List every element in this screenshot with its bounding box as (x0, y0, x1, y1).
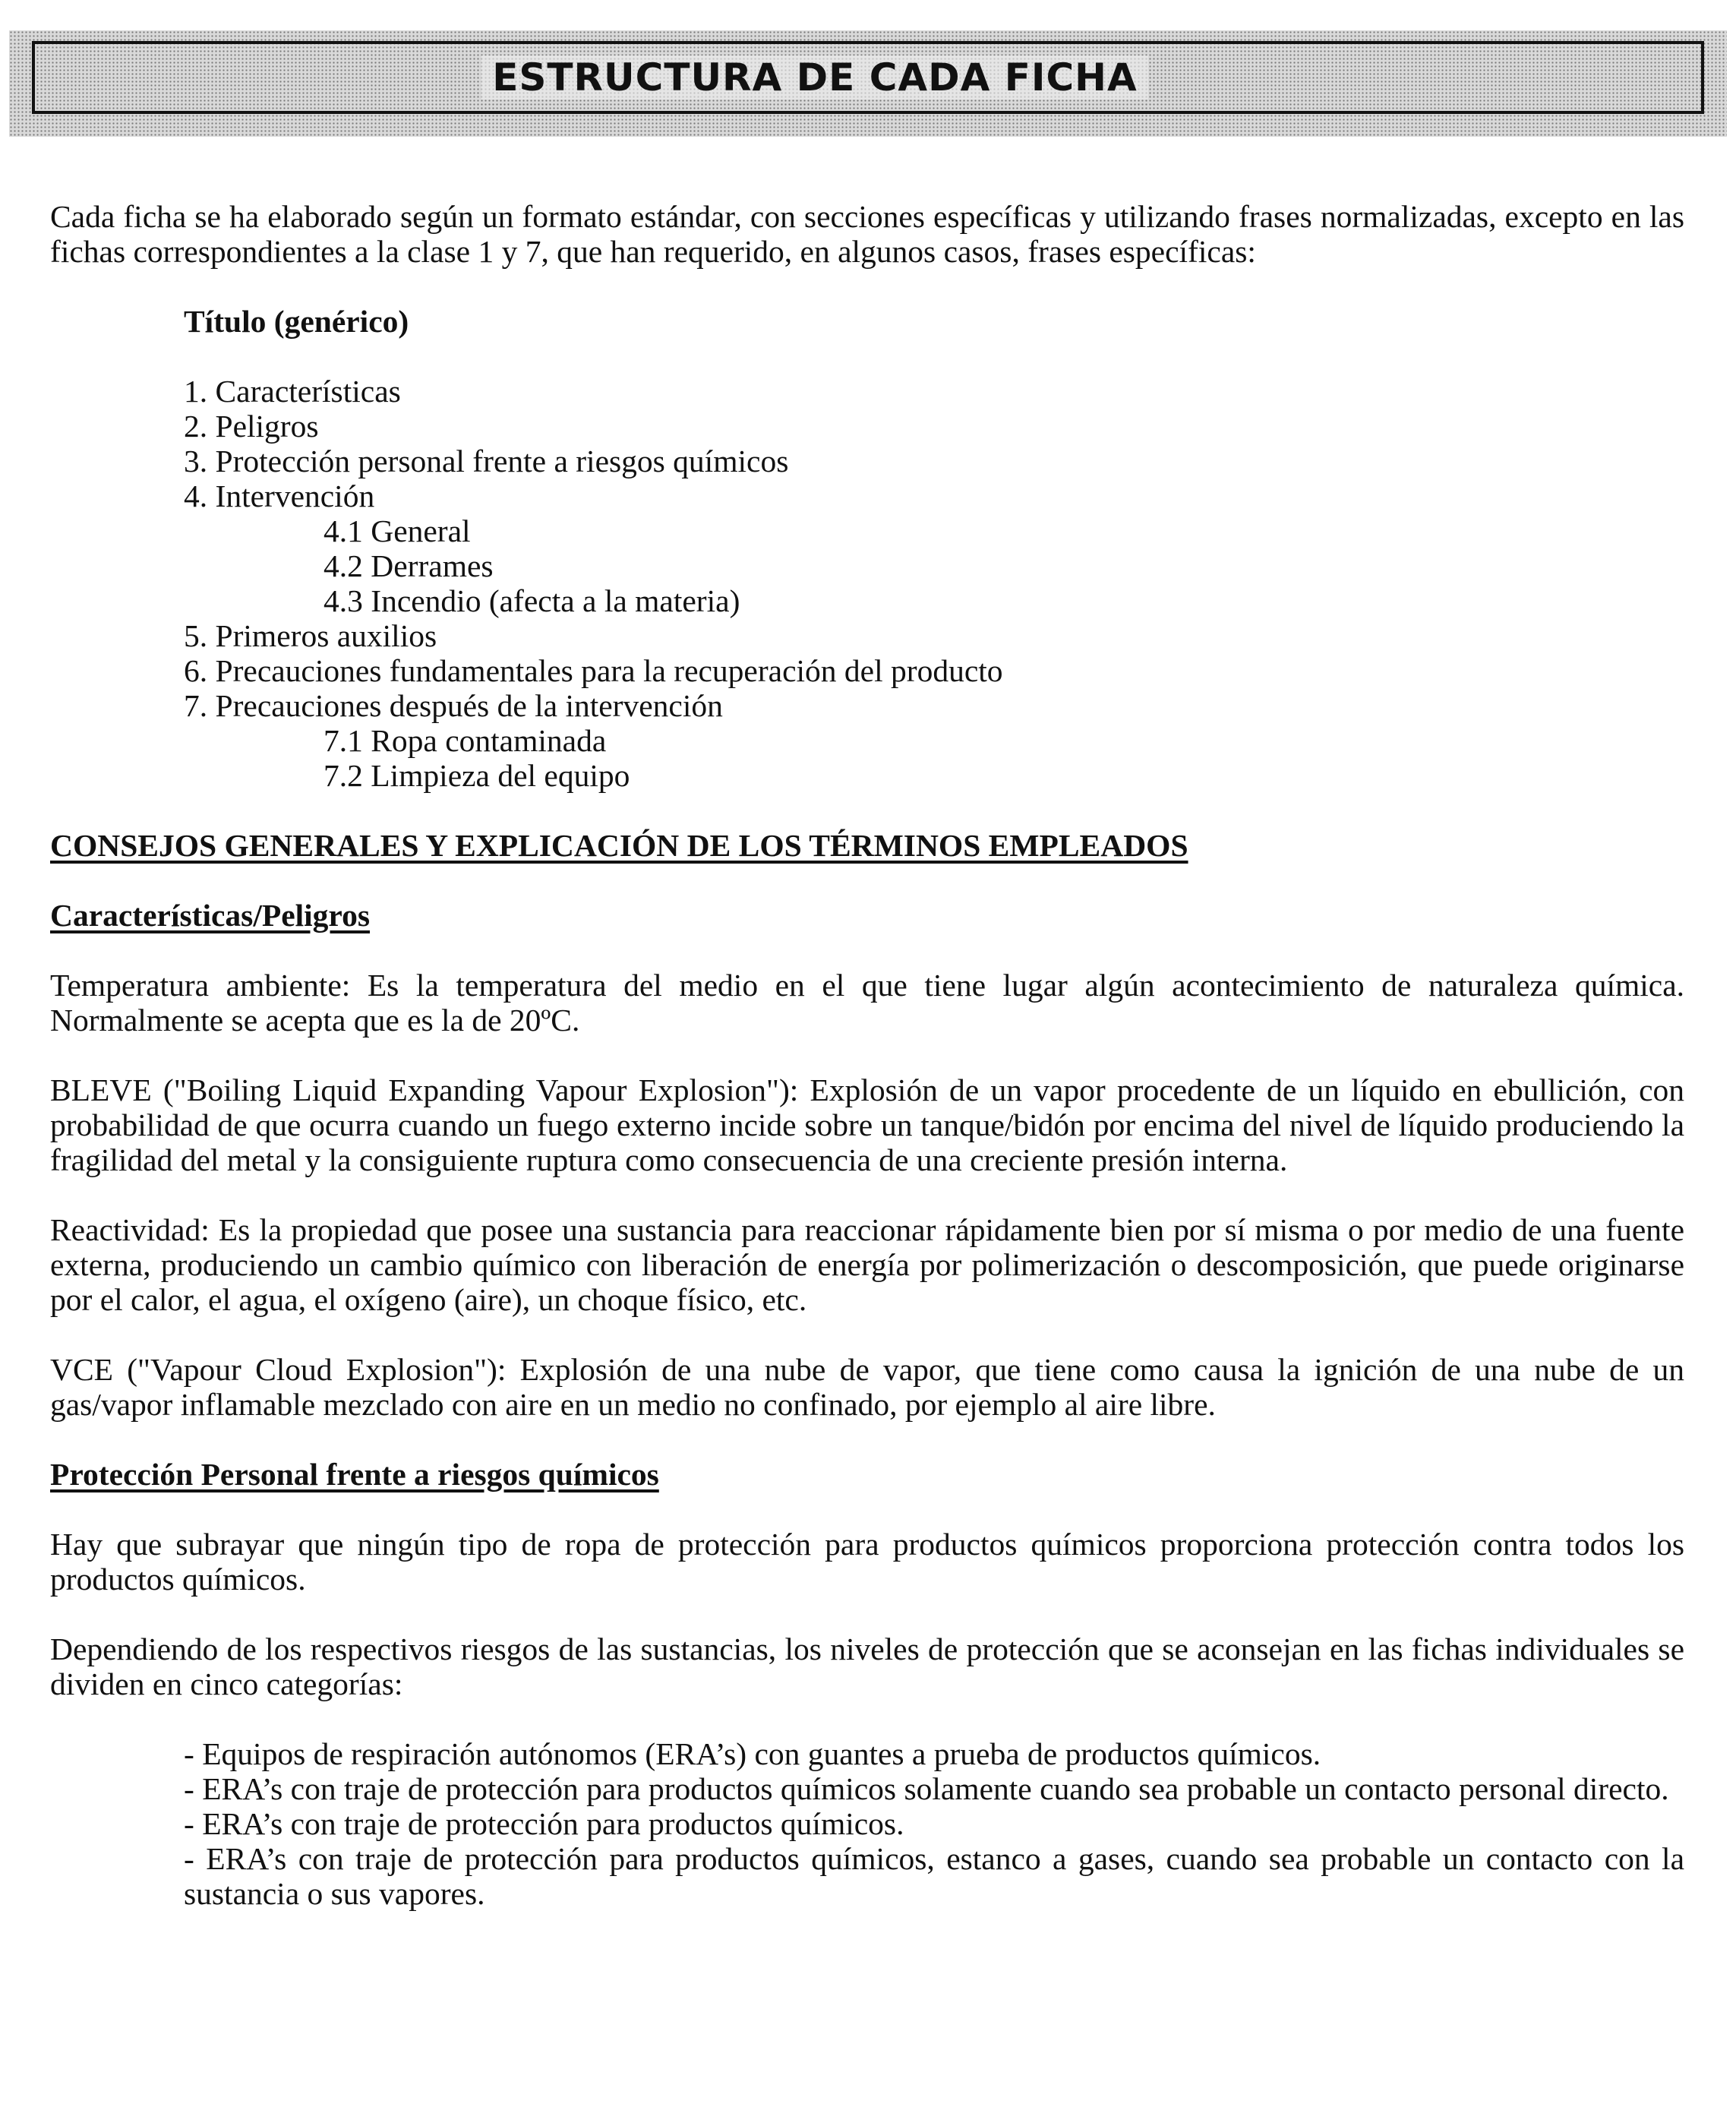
list-item: 1. Características (184, 374, 401, 409)
page-title: ESTRUCTURA DE CADA FICHA (481, 55, 1147, 99)
protection-levels-list (50, 1736, 1684, 1911)
list-item: 6. Precauciones fundamentales para la recuperación del producto (184, 653, 1003, 688)
list-subitem: 4.2 Derrames (324, 548, 494, 583)
list-subitem: 7.1 Ropa contaminada (324, 723, 607, 758)
protection-level-item: - ERA’s con traje de protección para productos químicos. (184, 1806, 904, 1841)
list-item: 2. Peligros (184, 409, 319, 444)
title-banner (9, 30, 1727, 137)
advice-heading: CONSEJOS GENERALES Y EXPLICACIÓN DE LOS TÉRMINOS EMPLEADOS (50, 828, 1188, 863)
title-frame (32, 41, 1704, 114)
section-heading-characteristics: Características/Peligros (50, 898, 370, 933)
list-item: 7. Precauciones después de la intervención (184, 688, 723, 723)
protection-levels-intro: Dependiendo de los respectivos riesgos de las sustancias, los niveles de protección que se aconsejan en las fichas individuales se dividen en cinco categorías: (50, 1631, 1684, 1701)
definition-bleve: BLEVE ("Boiling Liquid Expanding Vapour Explosion"): Explosión de un vapor procedente de un líquido en ebullición, con probabilidad de que ocurra cuando un fuego externo incide sobre un tanque/bidón por encima del nivel de líquido produciendo la fragilidad del metal y la consiguiente ruptura como consecuencia de una creciente presión interna. (50, 1072, 1684, 1177)
list-subitem: 4.3 Incendio (afecta a la materia) (324, 583, 740, 618)
definition-vce: VCE ("Vapour Cloud Explosion"): Explosión de una nube de vapor, que tiene como causa la ignición de una nube de un gas/vapor inflamable mezclado con aire en un medio no confinado, por ejemplo al aire libre. (50, 1352, 1684, 1422)
intro-paragraph: Cada ficha se ha elaborado según un formato estándar, con secciones específicas y utilizando frases normalizadas, excepto en las fichas correspondientes a la clase 1 y 7, que han requerido, en algunos casos, frases específicas: (50, 199, 1684, 269)
list-item: 4. Intervención (184, 479, 375, 513)
document-body (50, 199, 1684, 1911)
protection-level-item: - ERA’s con traje de protección para productos químicos solamente cuando sea probable un contacto personal directo. (184, 1771, 1669, 1806)
structure-list (50, 374, 1684, 793)
list-subitem: 7.2 Limpieza del equipo (324, 758, 630, 793)
structure-title: Título (genérico) (184, 304, 409, 339)
definition-reactivity: Reactividad: Es la propiedad que posee una sustancia para reaccionar rápidamente bien por sí misma o por medio de una fuente externa, produciendo un cambio químico con liberación de energía por polimerización o descomposición, que puede originarse por el calor, el agua, el oxígeno (aire), un choque físico, etc. (50, 1212, 1684, 1317)
list-item: 3. Protección personal frente a riesgos químicos (184, 444, 789, 479)
protection-level-item: - Equipos de respiración autónomos (ERA’s) con guantes a prueba de productos químicos. (184, 1736, 1321, 1771)
list-subitem: 4.1 General (324, 513, 471, 548)
section-heading-protection: Protección Personal frente a riesgos químicos (50, 1457, 659, 1492)
definition-temperature: Temperatura ambiente: Es la temperatura del medio en el que tiene lugar algún acontecimiento de naturaleza química. Normalmente se acepta que es la de 20ºC. (50, 968, 1684, 1038)
protection-paragraph: Hay que subrayar que ningún tipo de ropa de protección para productos químicos proporciona protección contra todos los productos químicos. (50, 1527, 1684, 1597)
protection-level-item: - ERA’s con traje de protección para productos químicos, estanco a gases, cuando sea probable un contacto con la sustancia o sus vapores. (184, 1841, 1684, 1911)
list-item: 5. Primeros auxilios (184, 618, 437, 653)
